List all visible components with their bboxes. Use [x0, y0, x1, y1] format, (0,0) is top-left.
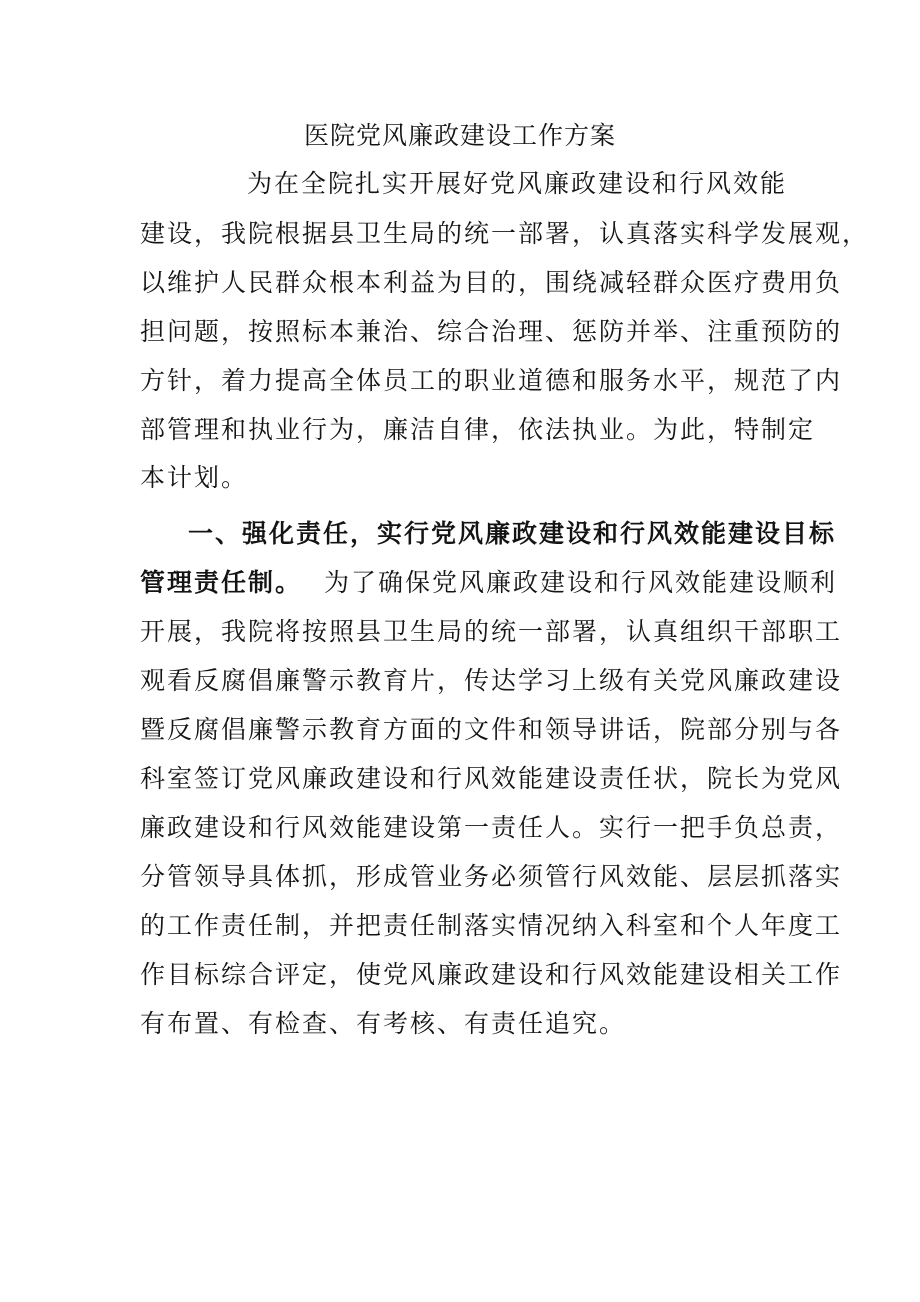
intro-line: 方针，着力提高全体员工的职业道德和服务水平，规范了内 [140, 366, 843, 395]
section-body-line: 分管领导具体抓，形成管业务必须管行风效能、层层抓落实 [140, 862, 843, 891]
section-body-line: 作目标综合评定，使党风廉政建设和行风效能建设相关工作 [140, 960, 843, 989]
intro-line: 部管理和执业行为，廉洁自律，依法执业。为此，特制定 [140, 415, 816, 444]
section-body-line: 的工作责任制，并把责任制落实情况纳入科室和个人年度工 [140, 911, 843, 940]
section-body-line: 有布置、有检查、有考核、有责任追究。 [140, 1009, 627, 1038]
document-title: 医院党风廉政建设工作方案 [303, 121, 616, 150]
section-line [140, 563, 837, 603]
section-body-line: 廉政建设和行风效能建设第一责任人。实行一把手负总责， [140, 813, 843, 842]
intro-line: 建设，我院根据县卫生局的统一部署，认真落实科学发展观， [140, 219, 870, 248]
section-body-start: 为了确保党风廉政建设和行风效能建设顺利 [324, 568, 838, 597]
section-body-line: 暨反腐倡廉警示教育方面的文件和领导讲话，院部分别与各 [140, 715, 843, 744]
section-heading: 一、强化责任，实行党风廉政建设和行风效能建设目标 [188, 519, 837, 548]
section-heading-tail: 管理责任制。 [140, 568, 303, 597]
intro-line: 担问题，按照标本兼治、综合治理、惩防并举、注重预防的 [140, 317, 843, 346]
intro-line: 为在全院扎实开展好党风廉政建设和行风效能 [247, 169, 788, 198]
section-body-line: 科室签订党风廉政建设和行风效能建设责任状，院长为党风 [140, 764, 843, 793]
intro-line: 本计划。 [140, 463, 249, 492]
intro-line: 以维护人民群众根本利益为目的，围绕减轻群众医疗费用负 [140, 268, 843, 297]
section-body-line: 观看反腐倡廉警示教育片，传达学习上级有关党风廉政建设 [140, 666, 843, 695]
section-body-line: 开展，我院将按照县卫生局的统一部署，认真组织干部职工 [140, 617, 843, 646]
